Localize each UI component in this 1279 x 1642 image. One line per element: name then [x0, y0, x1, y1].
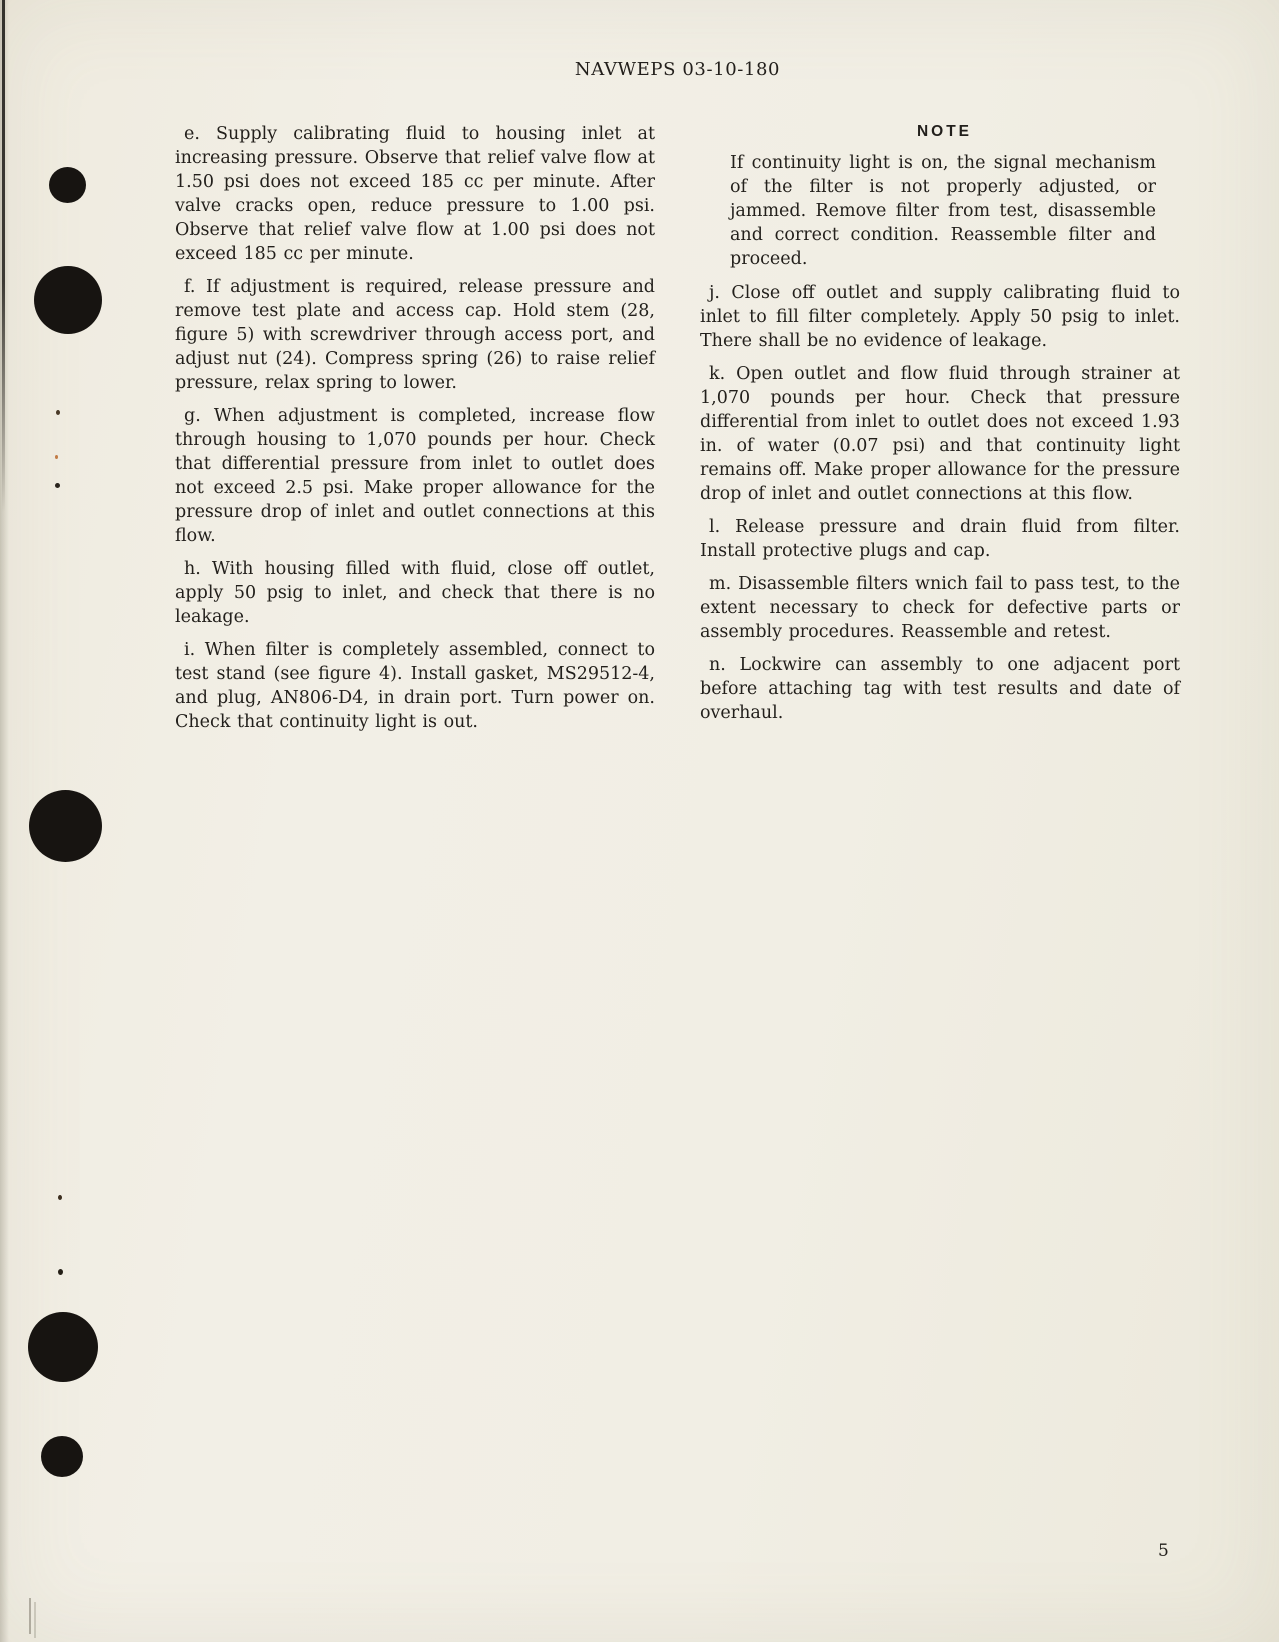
left-column — [175, 122, 655, 743]
note-body: If continuity light is on, the signal mechanism of the filter is not properly adjusted, or jammed. Remove filter from test, disassemble and correct condition. Reassemble filter and proceed. — [730, 153, 1156, 269]
right-column — [700, 122, 1180, 743]
punch-hole — [28, 1312, 98, 1382]
paragraph-j: j. Close off outlet and supply calibrating fluid to inlet to fill filter completely. Apply 50 psig to inlet. There shall be no evidence of leakage. — [700, 283, 1180, 351]
paragraph-n: n. Lockwire can assembly to one adjacent port before attaching tag with test results and date of overhaul. — [700, 655, 1180, 723]
punch-hole — [41, 1436, 83, 1477]
paragraph-k: k. Open outlet and flow fluid through strainer at 1,070 pounds per hour. Check that pressure differential from inlet to outlet does not exceed 1.93 in. of water (0.07 psi) and that continuity light remains off. Make proper allowance for the pressure drop of inlet and outlet connections at this flow. — [700, 364, 1180, 504]
scan-corner-mark — [29, 1598, 31, 1634]
paragraph-i: i. When filter is completely assembled, connect to test stand (see figure 4). Install gasket, MS29512-4, and plug, AN806-D4, in drain port. Turn power on. Check that continuity light is out. — [175, 640, 655, 732]
ink-speck — [58, 1269, 63, 1275]
ink-speck — [58, 1195, 62, 1200]
page-content — [175, 60, 1180, 743]
ink-speck — [56, 410, 60, 415]
paragraph-e: e. Supply calibrating fluid to housing inlet at increasing pressure. Observe that relief valve flow at 1.50 psi does not exceed 185 cc per minute. After valve cracks open, reduce pressure to 1.00 psi. Observe that relief valve flow at 1.00 psi does not exceed 185 cc per minute. — [175, 124, 655, 264]
page-number: 5 — [1158, 1541, 1169, 1561]
note-heading: NOTE — [916, 123, 973, 140]
ink-speck — [55, 455, 58, 459]
paragraph-m: m. Disassemble filters wnich fail to pass test, to the extent necessary to check for defective parts or assembly procedures. Reassemble and retest. — [700, 574, 1180, 642]
ink-speck — [55, 483, 60, 488]
punch-hole — [49, 167, 86, 203]
two-column-body — [175, 122, 1180, 743]
paragraph-h: h. With housing filled with fluid, close off outlet, apply 50 psig to inlet, and check that there is no leakage. — [175, 559, 655, 627]
paragraph-f: f. If adjustment is required, release pressure and remove test plate and access cap. Hold stem (28, figure 5) with screwdriver through access port, and adjust nut (24). Compress spring (26) to raise relief pressure, relax spring to lower. — [175, 277, 655, 393]
scan-edge-line — [2, 0, 5, 512]
punch-hole — [29, 790, 102, 862]
punch-hole — [34, 266, 102, 334]
paragraph-g: g. When adjustment is completed, increase flow through housing to 1,070 pounds per hour. Check that differential pressure from inlet to outlet does not exceed 2.5 psi. Make proper allowance for the pressure drop of inlet and outlet connections at this flow. — [175, 406, 655, 546]
paragraph-l: l. Release pressure and drain fluid from filter. Install protective plugs and cap. — [700, 517, 1180, 561]
document-number-header: NAVWEPS 03-10-180 — [574, 59, 781, 80]
